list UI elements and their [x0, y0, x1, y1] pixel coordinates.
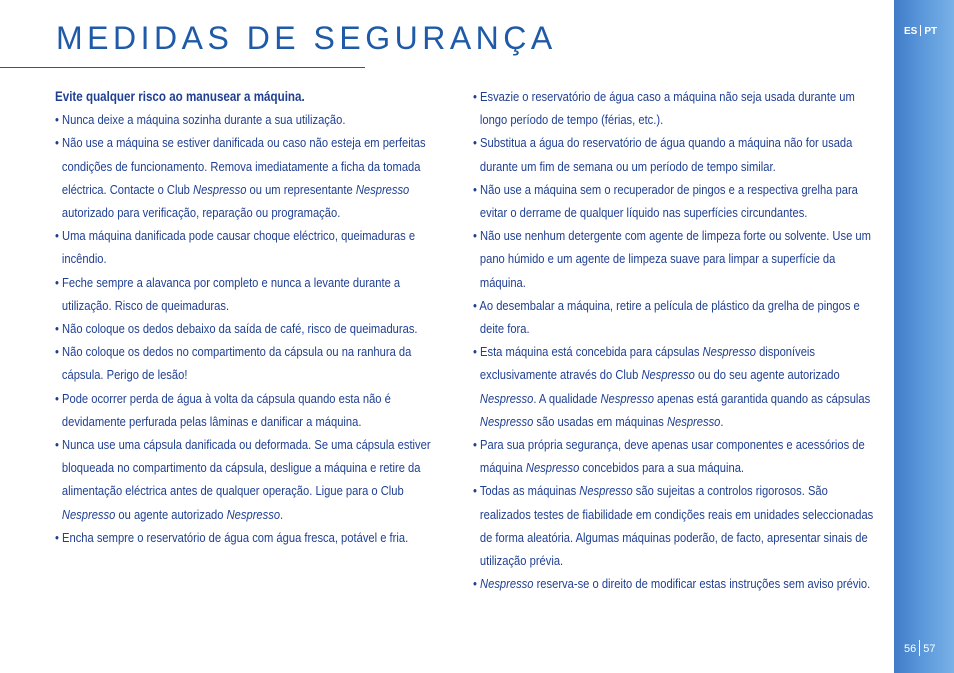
list-item: • Uma máquina danificada pode causar choque eléctrico, queimaduras e incêndio. — [55, 224, 451, 270]
brand-name: Nespresso — [480, 576, 534, 592]
list-item: • Não use a máquina se estiver danificada ou caso não esteja em perfeitas condições de funcionamento. Remova imediatamente a ficha da tomada eléctrica. Contacte o Club Nespresso ou um representante Nespresso autorizado para verificação, reparação ou programação. — [55, 131, 451, 224]
section-heading: Evite qualquer risco ao manusear a máquina. — [55, 89, 305, 104]
brand-name: Nespresso — [226, 506, 281, 522]
list-item: • Encha sempre o reservatório de água com água fresca, potável e fria. — [55, 526, 451, 549]
brand-name: Nespresso — [479, 390, 534, 406]
list-item: • Esvazie o reservatório de água caso a máquina não seja usada durante um longo período de tempo (férias, etc.). — [473, 85, 875, 131]
brand-name: Nespresso — [525, 460, 580, 476]
sidebar-band — [894, 0, 954, 673]
list-item: • Nunca use uma cápsula danificada ou deformada. Se uma cápsula estiver bloqueada no compartimento da cápsula, desligue a máquina e retire da alimentação eléctrica antes de qualquer operação. Ligue para o Club Nespresso ou agente autorizado Nespresso. — [55, 433, 451, 526]
brand-name: Nespresso — [355, 181, 410, 197]
page-number-left: 56 — [904, 643, 917, 655]
lang-pt: PT — [924, 26, 938, 37]
language-indicator — [904, 25, 937, 37]
list-item: • Pode ocorrer perda de água à volta da cápsula quando esta não é devidamente perfurada pelas lâminas e danificar a máquina. — [55, 387, 451, 433]
right-column — [473, 85, 875, 595]
list-item: • Substitua a água do reservatório de água quando a máquina não for usada durante um fim de semana ou um período de tempo similar. — [473, 131, 875, 177]
right-list — [473, 85, 875, 595]
lang-divider — [920, 25, 921, 36]
list-item: • Nespresso reserva-se o direito de modificar estas instruções sem aviso prévio. — [473, 572, 875, 595]
list-item: • Para sua própria segurança, deve apenas usar componentes e acessórios de máquina Nespresso concebidos para a sua máquina. — [473, 433, 875, 479]
list-item: • Ao desembalar a máquina, retire a película de plástico da grelha de pingos e deite fora. — [473, 294, 875, 340]
brand-name: Nespresso — [702, 344, 756, 360]
brand-name: Nespresso — [193, 181, 247, 197]
page-title: MEDIDAS DE SEGURANÇA — [56, 20, 557, 56]
list-item: • Nunca deixe a máquina sozinha durante a sua utilização. — [55, 108, 451, 131]
brand-name: Nespresso — [666, 413, 721, 429]
brand-name: Nespresso — [600, 390, 654, 406]
brand-name: Nespresso — [61, 506, 116, 522]
page-numbers — [904, 640, 936, 656]
page-divider — [919, 640, 920, 656]
brand-name: Nespresso — [579, 483, 633, 499]
list-item: • Não coloque os dedos debaixo da saída de café, risco de queimaduras. — [55, 317, 451, 340]
brand-name: Nespresso — [479, 413, 534, 429]
left-column — [55, 85, 451, 549]
list-item: • Não use a máquina sem o recuperador de pingos e a respectiva grelha para evitar o derrame de qualquer líquido nas superfícies circundantes. — [473, 178, 875, 224]
page-number-right: 57 — [923, 643, 936, 655]
lang-es: ES — [904, 26, 918, 37]
list-item: • Esta máquina está concebida para cápsulas Nespresso disponíveis exclusivamente através do Club Nespresso ou do seu agente autorizado Nespresso. A qualidade Nespresso apenas está garantida quando as cápsulas Nespresso são usadas em máquinas Nespresso. — [473, 340, 875, 433]
left-list — [55, 108, 451, 549]
list-item: • Não coloque os dedos no compartimento da cápsula ou na ranhura da cápsula. Perigo de lesão! — [55, 340, 451, 386]
list-item: • Feche sempre a alavanca por completo e nunca a levante durante a utilização. Risco de queimaduras. — [55, 271, 451, 317]
list-item: • Todas as máquinas Nespresso são sujeitas a controlos rigorosos. São realizados testes de fiabilidade em condições reais em unidades seleccionadas de forma aleatória. Algumas máquinas poderão, de facto, apresentar sinais de utilização prévia. — [473, 479, 875, 572]
list-item: • Não use nenhum detergente com agente de limpeza forte ou solvente. Use um pano húmido e um agente de limpeza suave para limpar a superfície da máquina. — [473, 224, 875, 294]
brand-name: Nespresso — [641, 367, 695, 383]
title-underline — [0, 67, 365, 68]
